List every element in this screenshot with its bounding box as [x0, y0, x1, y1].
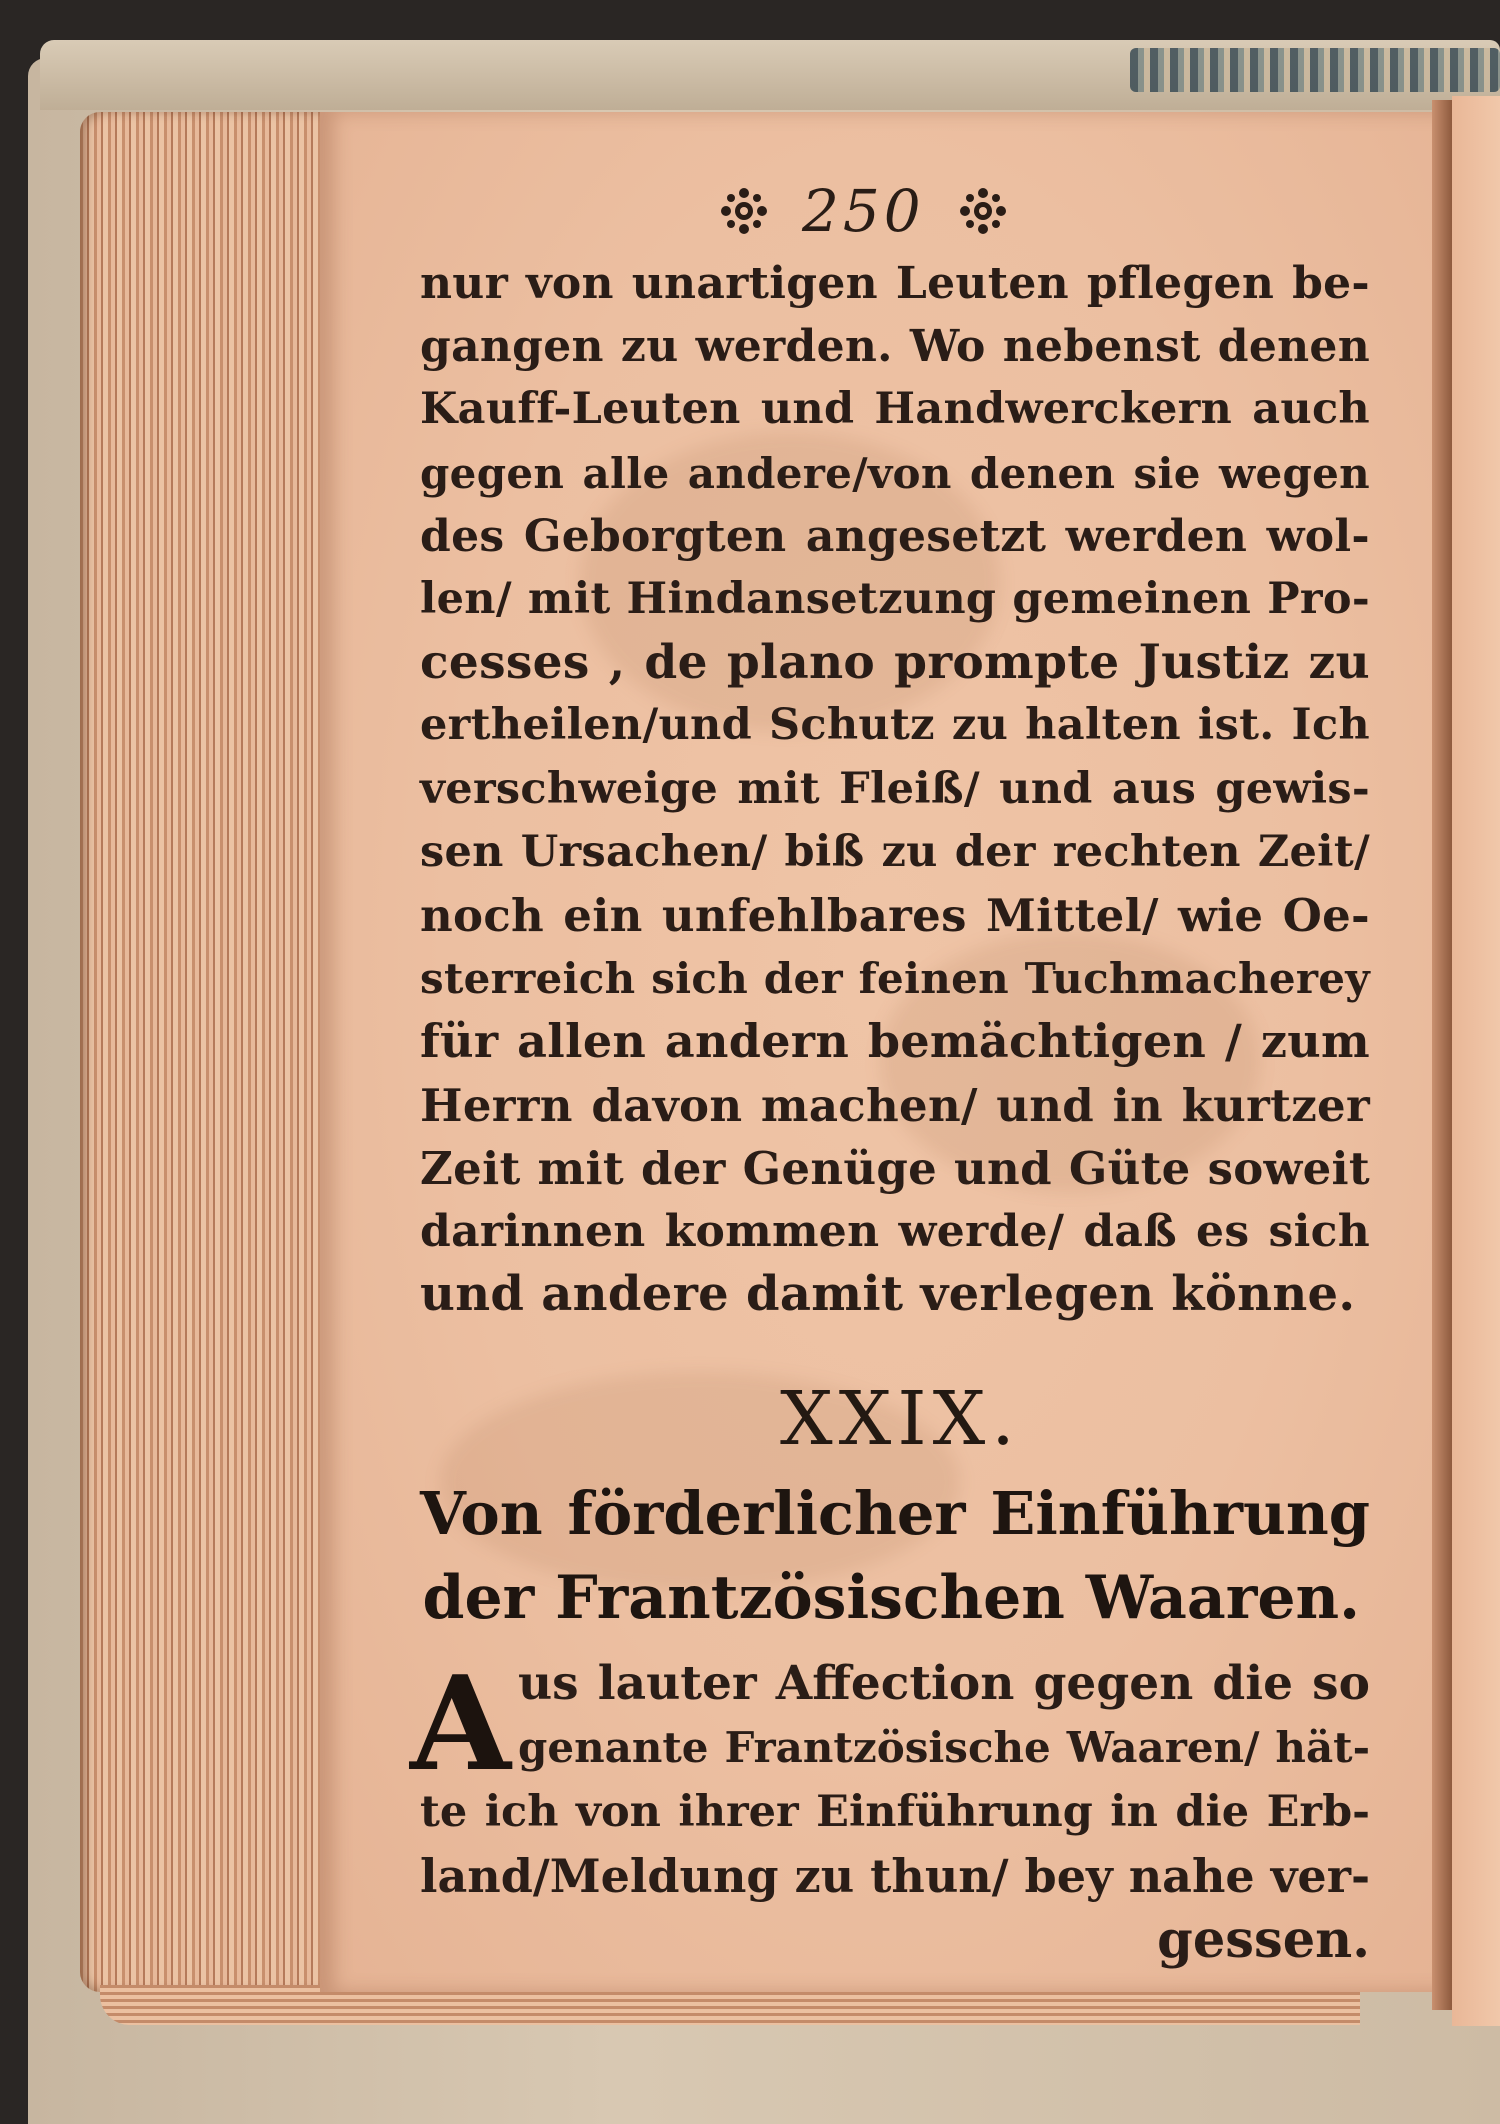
text-line: te ich von ihrer Einführung in die Erb- [420, 1787, 1370, 1837]
text-line: des Geborgten angesetzt werden wol- [420, 510, 1370, 562]
chapter-title-line: der Frantzösischen Waaren. [422, 1563, 1360, 1633]
text-line: gegen alle andere/von denen sie wegen [420, 448, 1370, 498]
chapter-number: XXIX. [780, 1376, 1021, 1462]
floral-ornament-icon [959, 187, 1007, 235]
text-line: Zeit mit der Genüge und Güte soweit [420, 1141, 1370, 1195]
text-line: nur von unartigen Leuten pflegen be- [420, 258, 1370, 309]
chapter-title-line: Von förderlicher Einführung [420, 1479, 1370, 1548]
text-line: gangen zu werden. Wo nebenst denen [420, 321, 1370, 373]
text-line: cesses , de plano prompte Justiz zu [420, 635, 1370, 691]
text-line: genante Frantzösische Waaren/ hät- [518, 1723, 1370, 1772]
text-line: Herrn davon machen/ und in kurtzer [420, 1078, 1370, 1132]
text-line: sen Ursachen/ biß zu der rechten Zeit/ [420, 826, 1370, 877]
text-line: und andere damit verlegen könne. [420, 1266, 1356, 1323]
text-line: verschweige mit Fleiß/ und aus gewis- [420, 763, 1370, 814]
chapter-title [420, 1472, 1370, 1640]
page-number: 250 [802, 177, 925, 245]
text-line: land/Meldung zu thun/ bey nahe ver- [420, 1849, 1371, 1903]
text-line: gessen. [1157, 1910, 1370, 1970]
text-line: Kauff-Leuten und Handwerckern auch [420, 384, 1370, 435]
text-line: darinnen kommen werde/ daß es sich [420, 1206, 1370, 1258]
text-line: sterreich sich der feinen Tuchmacherey [420, 954, 1370, 1004]
gutter-shadow [1432, 100, 1452, 2010]
page-header [720, 176, 1007, 246]
floral-ornament-icon [720, 187, 768, 235]
text-line: ertheilen/und Schutz zu halten ist. Ich [420, 700, 1370, 751]
paragraph-1 [420, 252, 1370, 1326]
paragraph-2 [420, 1652, 1370, 1972]
text-line: len/ mit Hindansetzung gemeinen Pro- [420, 574, 1370, 625]
text-line: für allen andern bemächtigen / zum [420, 1014, 1370, 1069]
page-edges [80, 112, 340, 1992]
text-line: us lauter Affection gegen die so [518, 1656, 1370, 1711]
facing-page-edge [1452, 96, 1500, 2026]
text-line: noch ein unfehlbares Mittel/ wie Oe- [420, 889, 1370, 943]
drop-cap: A [410, 1647, 511, 1800]
headband [1130, 48, 1500, 92]
